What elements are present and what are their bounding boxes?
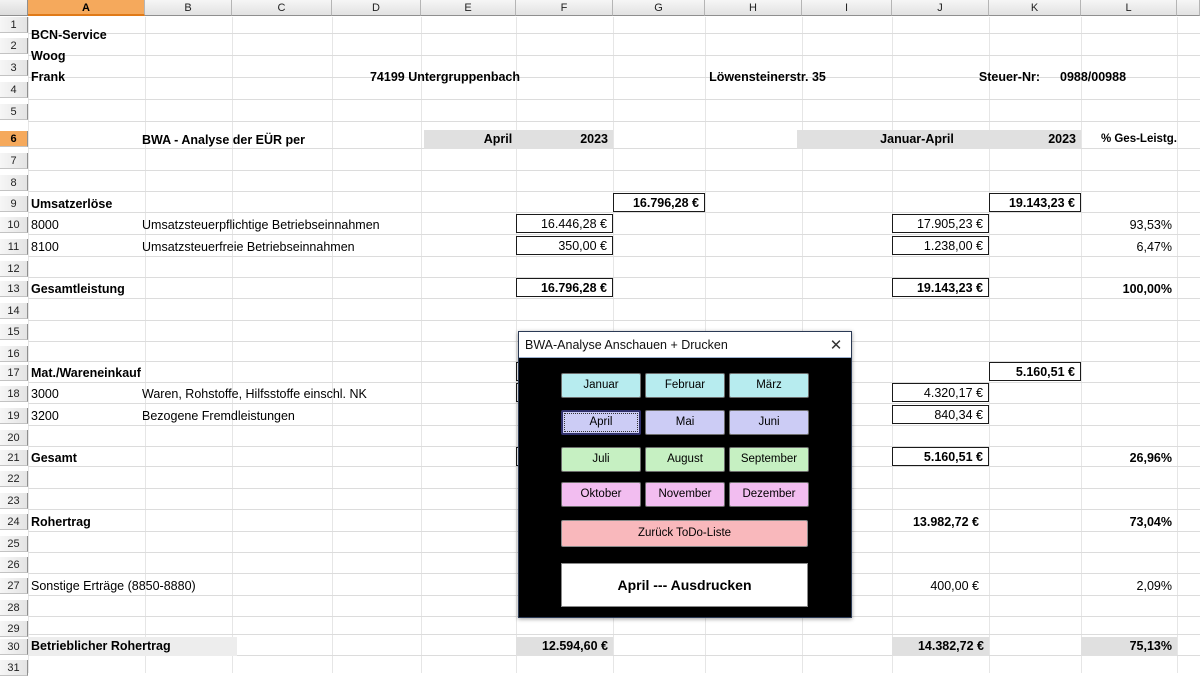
row-header-19[interactable]: 19: [0, 408, 28, 424]
row-header-26[interactable]: 26: [0, 557, 28, 573]
line-label-matwareneinkauf: Mat./Wareneinkauf: [31, 366, 141, 380]
row-header-12[interactable]: 12: [0, 261, 28, 277]
line-cum-rohertrag: 13.982,72 €: [912, 515, 979, 529]
line-pct-rohertrag: 73,04%: [1129, 515, 1172, 529]
column-header-F[interactable]: F: [516, 0, 613, 16]
month-button-juni[interactable]: Juni: [729, 410, 809, 435]
line-label-umsatzerloese: Umsatzerlöse: [31, 197, 113, 211]
line-cum-umsatzerloese[interactable]: 19.143,23 €: [989, 193, 1081, 212]
row-header-6[interactable]: 6: [0, 131, 28, 147]
line-cum-gesamt[interactable]: 5.160,51 €: [892, 447, 989, 466]
tax-number-value: 0988/00988: [1060, 70, 1127, 84]
month-button-august[interactable]: August: [645, 447, 725, 472]
column-header-L[interactable]: L: [1081, 0, 1177, 16]
month-button-april[interactable]: April: [561, 410, 641, 435]
select-all-corner[interactable]: [0, 0, 28, 16]
line-code-3000: 3000: [31, 387, 59, 401]
line-cum-matwareneinkauf[interactable]: 5.160,51 €: [989, 362, 1081, 381]
line-pct-gesamtleistung: 100,00%: [1122, 282, 1172, 296]
month-button-maerz[interactable]: März: [729, 373, 809, 398]
month-button-oktober[interactable]: Oktober: [561, 482, 641, 507]
back-to-todo-button[interactable]: Zurück ToDo-Liste: [561, 520, 808, 547]
line-cum-gesamtleistung[interactable]: 19.143,23 €: [892, 278, 989, 297]
line-month-8100[interactable]: 350,00 €: [516, 236, 613, 255]
line-pct-8100: 6,47%: [1136, 240, 1172, 254]
month-button-mai[interactable]: Mai: [645, 410, 725, 435]
row-header-22[interactable]: 22: [0, 471, 28, 487]
bwa-dialog: [518, 331, 852, 618]
line-label-sonstige-ertraege: Sonstige Erträge (8850-8880): [31, 579, 196, 593]
row-header-24[interactable]: 24: [0, 514, 28, 530]
line-cum-sonstige-ertraege: 400,00 €: [930, 579, 979, 593]
row-header-11[interactable]: 11: [0, 239, 28, 255]
column-header-D[interactable]: D: [332, 0, 421, 16]
row-header-5[interactable]: 5: [0, 104, 28, 120]
row-header-2[interactable]: 2: [0, 38, 28, 54]
month-button-september[interactable]: September: [729, 447, 809, 472]
column-header-row: [0, 0, 1200, 17]
row-header-3[interactable]: 3: [0, 60, 28, 76]
line-cum-8000[interactable]: 17.905,23 €: [892, 214, 989, 233]
row-header-21[interactable]: 21: [0, 450, 28, 466]
row-header-27[interactable]: 27: [0, 578, 28, 594]
report-cumulative-year: 2023: [1037, 130, 1081, 149]
row-header-17[interactable]: 17: [0, 365, 28, 381]
line-pct-gesamt: 26,96%: [1129, 451, 1172, 465]
pct-column-header: % Ges-Leistg.: [1100, 133, 1177, 145]
line-code-8000: 8000: [31, 218, 59, 232]
row-header-4[interactable]: 4: [0, 82, 28, 98]
line-label-gesamtleistung: Gesamtleistung: [31, 282, 125, 296]
line-cum-8100[interactable]: 1.238,00 €: [892, 236, 989, 255]
row-header-20[interactable]: 20: [0, 430, 28, 446]
row-header-14[interactable]: 14: [0, 303, 28, 319]
close-icon[interactable]: ✕: [829, 336, 843, 354]
column-header-C[interactable]: C: [232, 0, 332, 16]
line-label-gesamt: Gesamt: [31, 451, 77, 465]
line-month-gesamtleistung[interactable]: 16.796,28 €: [516, 278, 613, 297]
row-header-23[interactable]: 23: [0, 493, 28, 509]
dialog-titlebar[interactable]: [519, 332, 851, 358]
row-header-31[interactable]: 31: [0, 660, 28, 676]
row-header-9[interactable]: 9: [0, 196, 28, 212]
line-label-3200: Bezogene Fremdleistungen: [142, 409, 295, 423]
month-button-juli[interactable]: Juli: [561, 447, 641, 472]
line-label-8000: Umsatzsteuerpflichtige Betriebseinnahmen: [142, 218, 380, 232]
line-pct-betrieblicher-rohertrag: 75,13%: [1081, 637, 1177, 656]
row-header-1[interactable]: 1: [0, 17, 28, 33]
print-button[interactable]: April --- Ausdrucken: [561, 563, 808, 607]
column-header-E[interactable]: E: [421, 0, 516, 16]
dialog-title: BWA-Analyse Anschauen + Drucken: [525, 337, 728, 352]
month-button-januar[interactable]: Januar: [561, 373, 641, 398]
line-month-umsatzerloese[interactable]: 16.796,28 €: [613, 193, 705, 212]
owner-firstname: Frank: [31, 70, 66, 84]
line-label-rohertrag: Rohertrag: [31, 515, 91, 529]
line-code-3200: 3200: [31, 409, 59, 423]
row-header-30[interactable]: 30: [0, 639, 28, 655]
month-button-november[interactable]: November: [645, 482, 725, 507]
row-header-8[interactable]: 8: [0, 175, 28, 191]
row-header-16[interactable]: 16: [0, 346, 28, 362]
column-header-I[interactable]: I: [802, 0, 892, 16]
line-pct-8000: 93,53%: [1129, 218, 1172, 232]
column-header-J[interactable]: J: [892, 0, 989, 16]
row-header-7[interactable]: 7: [0, 153, 28, 169]
report-title: BWA - Analyse der EÜR per: [142, 133, 306, 147]
line-label-8100: Umsatzsteuerfreie Betriebseinnahmen: [142, 240, 355, 254]
row-header-28[interactable]: 28: [0, 600, 28, 616]
column-header-K[interactable]: K: [989, 0, 1081, 16]
row-header-13[interactable]: 13: [0, 281, 28, 297]
column-header-M[interactable]: [1177, 0, 1200, 16]
month-button-dezember[interactable]: Dezember: [729, 482, 809, 507]
report-period-month: April: [424, 130, 572, 149]
column-header-A[interactable]: A: [28, 0, 145, 16]
dialog-body: [519, 358, 849, 615]
company-name: BCN-Service: [31, 28, 107, 42]
line-label-3000: Waren, Rohstoffe, Hilfsstoffe einschl. NK: [142, 387, 367, 401]
report-period-year: 2023: [572, 130, 613, 149]
line-cum-3000[interactable]: 4.320,17 €: [892, 383, 989, 402]
column-header-B[interactable]: B: [145, 0, 232, 16]
zip-city: 74199 Untergruppenbach: [369, 70, 521, 84]
street-address: Löwensteinerstr. 35: [709, 70, 826, 84]
line-pct-sonstige-ertraege: 2,09%: [1136, 579, 1172, 593]
line-label-betrieblicher-rohertrag: Betrieblicher Rohertrag: [29, 637, 237, 656]
report-cumulative-period: Januar-April: [797, 130, 1037, 149]
row-header-29[interactable]: 29: [0, 621, 28, 637]
tax-number-label: Steuer-Nr:: [978, 70, 1040, 84]
line-code-8100: 8100: [31, 240, 59, 254]
column-header-G[interactable]: G: [613, 0, 705, 16]
row-header-15[interactable]: 15: [0, 324, 28, 340]
row-header-25[interactable]: 25: [0, 536, 28, 552]
month-button-februar[interactable]: Februar: [645, 373, 725, 398]
owner-lastname: Woog: [31, 49, 66, 63]
line-month-betrieblicher-rohertrag: 12.594,60 €: [516, 637, 613, 656]
row-header-10[interactable]: 10: [0, 217, 28, 233]
row-header-18[interactable]: 18: [0, 386, 28, 402]
column-header-H[interactable]: H: [705, 0, 802, 16]
line-month-8000[interactable]: 16.446,28 €: [516, 214, 613, 233]
line-cum-betrieblicher-rohertrag: 14.382,72 €: [892, 637, 989, 656]
line-cum-3200[interactable]: 840,34 €: [892, 405, 989, 424]
